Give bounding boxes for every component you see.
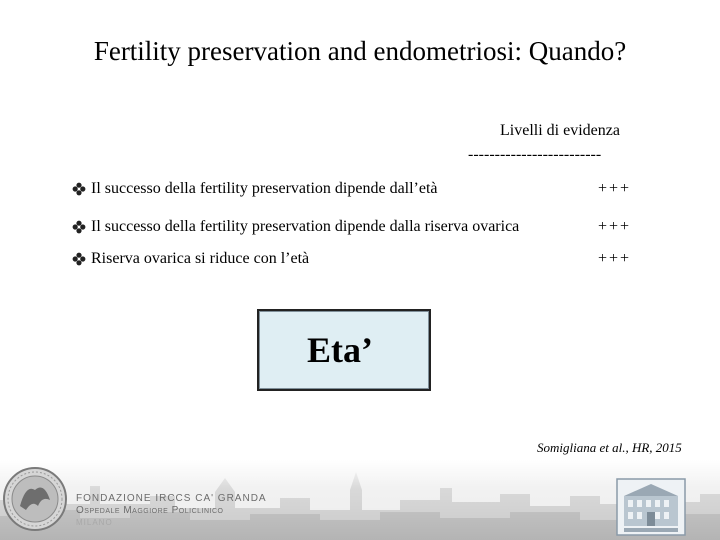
bullet-text: Il successo della fertility preservation dipende dalla riserva ovarica xyxy=(91,218,520,235)
foundation-line-3: MILANO xyxy=(76,518,113,527)
evidence-level: +++ xyxy=(598,218,632,235)
seal-icon xyxy=(2,466,68,532)
hospital-building-icon xyxy=(616,478,686,536)
evidence-divider: ------------------------- xyxy=(468,146,602,163)
diamond-bullet-icon xyxy=(72,220,86,234)
evidence-level: +++ xyxy=(598,250,632,267)
citation: Somigliana et al., HR, 2015 xyxy=(537,440,682,455)
diamond-bullet-icon xyxy=(72,182,86,196)
bullet-text: Il successo della fertility preservation dipende dall’età xyxy=(91,180,438,197)
bullet-item xyxy=(72,180,662,206)
foundation-line-1: FONDAZIONE IRCCS CA' GRANDA xyxy=(76,493,267,504)
highlight-box xyxy=(257,309,431,391)
evidence-level-header: Livelli di evidenza xyxy=(500,122,620,139)
foundation-line-2: Ospedale Maggiore Policlinico xyxy=(76,505,224,516)
slide-title: Fertility preservation and endometriosi: Quando? xyxy=(93,36,627,66)
diamond-bullet-icon xyxy=(72,252,86,266)
bullet-item xyxy=(72,218,662,244)
highlight-text: Eta’ xyxy=(307,330,373,370)
bullet-item xyxy=(72,250,662,276)
foundation-name xyxy=(76,493,267,529)
evidence-level: +++ xyxy=(598,180,632,197)
bullet-text: Riserva ovarica si riduce con l’età xyxy=(91,250,310,267)
